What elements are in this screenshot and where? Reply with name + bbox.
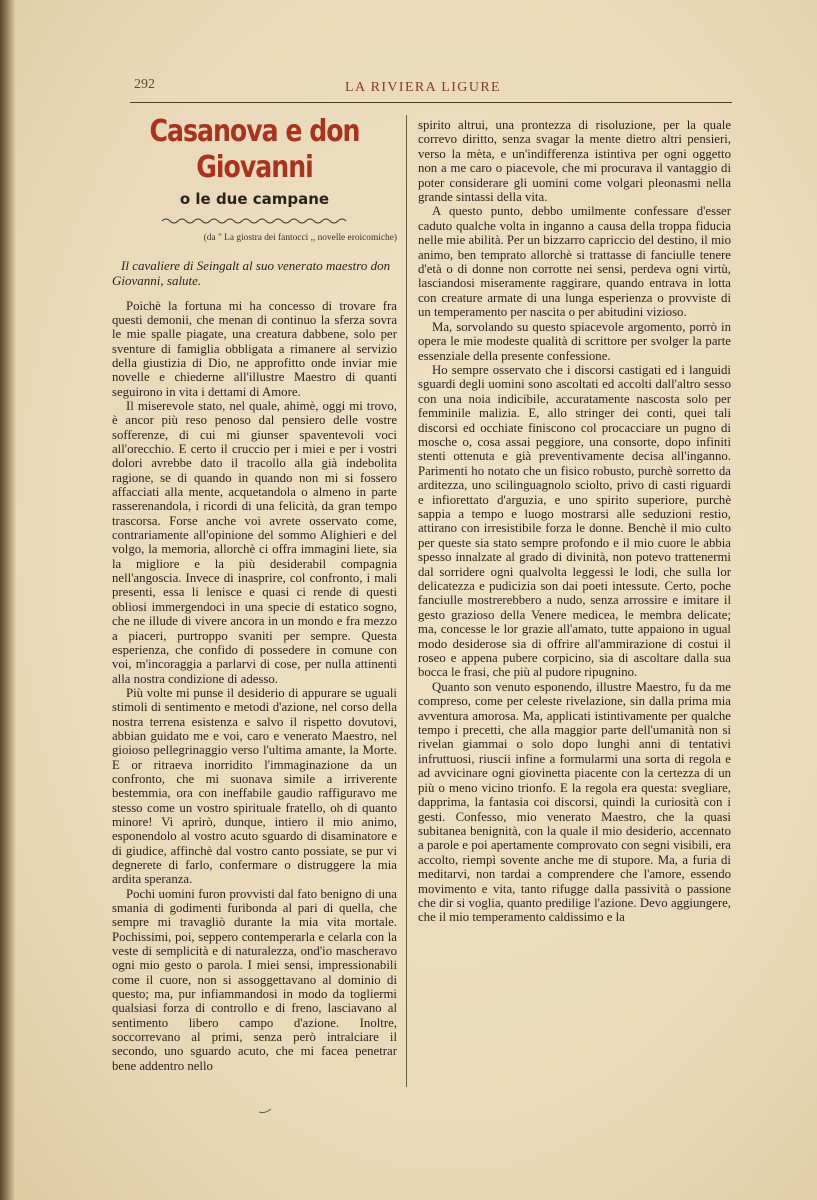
header-rule	[130, 102, 732, 103]
article-subtitle: o le due campane	[179, 190, 330, 208]
source-note: (da " La giostra dei fantocci ,, novelle eroicomiche)	[203, 233, 397, 243]
column-divider	[406, 115, 407, 1087]
left-column	[112, 114, 397, 1073]
right-column	[418, 118, 731, 925]
paragraph: Il miserevole stato, nel quale, ahimè, oggi mi trovo, è ancor più reso penoso dal pensiero delle vostre sofferenze, di cui mi giunser spaventevoli voci all'orecchio. E certo il cruccio per i miei e per i vostri dolori avrebbe dato il tracollo alla già indebolita ragione, se di quando in quando non mi si fossero affacciati alla mente, acquetandola o almeno in parte rasserenandola, i ricordi di una felicità, da gran tempo trascorsa. Forse anche voi avrete osservato come, contrariamente all'opinione del sommo Alighieri e del volgo, la memoria, allorchè ci offra immagini liete, sia la migliore e la più desiderabil compagnia nell'angoscia. Invece di inasprire, col confronto, i mali presenti, essa li lenisce e quasi ci rende di questi obliosi immergendoci in una specie di estatico sogno, che ne illude di vivere ancora in un mondo e fra mezzo a piaceri, purtroppo svaniti per sempre. Questa esperienza, che confido di possedere in comune con voi, m'incoraggia a parlarvi di cose, per nulla attinenti alla nostra condizione di adesso.	[112, 399, 397, 686]
printer-mark-icon	[258, 1108, 272, 1114]
paragraph: Più volte mi punse il desiderio di appurare se uguali stimoli di sentimento e metodi d'azione, nel corso della nostra terrena esistenza e salvo il rispetto dovutovi, abbian guidato me e voi, caro e venerato Maestro, nel gioioso pellegrinaggio verso l'ultima amante, la Morte. E or ritraeva inorridito l'immaginazione da un confronto, che mi suonava simile a irriverente bestemmia, ora con ineffabile gaudio raffiguravo me stesso come un vostro spirituale fratello, oh di quanto minore! Vi aprirò, dunque, intiero il mio animo, esponendolo al vostro acuto sguardo di disaminatore e di giudice, affinchè dal vostro canto possiate, se pur vi degnerete di farlo, confermare o distruggere la mia ardita speranza.	[112, 685, 397, 887]
running-title: LA RIVIERA LIGURE	[345, 80, 502, 95]
book-binding-edge	[0, 0, 16, 1200]
paragraph: Pochi uomini furon provvisti dal fato benigno di una smania di godimenti furibonda al pari di quella, che sempre mi travagliò durante la mia vita mortale. Pochissimi, poi, seppero contemperarla e celarla con la veste di semplicità e di naturalezza, ond'io mascheravo ogni mio gesto o parola. I miei sensi, impressionabili come il cuore, non si assoggettavano al dominio di questo; ma, pur infiammandosi in modo da togliermi qualsiasi forza di controllo e di freno, lasciavano al sentimento libero campo d'azione. Inoltre, soccorrevano al primi, senza però intralciare il secondo, uno sguardo acuto, che mi facea penetrar bene addentro nello	[112, 886, 397, 1073]
page-number: 292	[134, 77, 155, 92]
page-header	[130, 74, 730, 98]
paragraph-continuation: spirito altrui, una prontezza di risoluzione, per la quale correvo diritto, senza svagar la mente dietro altri pensieri, verso la mèta, e un'indifferenza istintiva per ogni oggetto non a me caro o piacevole, che mi procurava il vantaggio di poter considerare gli uomini come volgari pleonasmi nella grande sintassi della vita.	[418, 118, 731, 205]
paragraph: A questo punto, debbo umilmente confessare d'esser caduto qualche volta in inganno a causa della troppa fiducia nelle mie abilità. Per un bizzarro capriccio del destino, il mio animo, ben temprato allorchè si trattasse di fanciulle tenere d'età o di donne non corrotte nei sensi, perdeva ogni virtù, lasciandosi miseramente raggirare, quando entrava in lotta con creature armate di una lunga esperienza o provviste di un temperamento per nascita o per abitudini vizioso.	[418, 204, 731, 320]
wavy-ornament-icon	[160, 216, 350, 226]
paragraph: Ma, sorvolando su questo spiacevole argomento, porrò in opera le mie modeste qualità di scrittore per svolger la parte essenziale della presente confessione.	[418, 319, 731, 363]
paragraph: Quanto son venuto esponendo, illustre Maestro, fu da me compreso, come per celeste rivelazione, sin dalla prima mia avventura amorosa. Ma, applicati istintivamente per qualche tempo i precetti, che alla maggior parte dell'umanità non si rivelan giammai o solo dopo lunghi anni di tentativi infruttuosi, riuscii infine a formularmi una sorta di regola e ad avvicinare ogni giovinetta piacente con la certezza di un più o meno vicino trionfo. E la regola era questa: svegliare, dapprima, la fantasia coi discorsi, quindi la curiosità con i gesti. Confesso, mio venerato Maestro, che la quasi subitanea benignità, con la quale il mio desiderio, accennato a parole e poi apertamente comprovato con segni visibili, era accolto, riempì sovente anche me di stupore. Ma, a furia di meditarvi, non tardai a comprendere che l'amore, essendo movimento e vita, tanto rifugge dalla passività o passione che dir si voglia, quanto predilige l'azione. Devo aggiungere, che il mio temperamento caldissimo e la	[418, 679, 731, 925]
article-title: Casanova e don Giovanni	[149, 114, 360, 185]
left-column-text	[112, 299, 397, 1074]
paragraph: Ho sempre osservato che i discorsi castigati ed i languidi sguardi degli uomini sono ascoltati ed accolti dall'altro sesso con una noia indicibile, accuratamente nascosta solo per femminile malizia. E, allo stringer dei conti, quei tali discorsi ed occhiate finiscono col procacciare un pugno di mosche o, cosa assai peggiore, una consorte, dopo infiniti stenti ottenuta e già preventivamente decisa all'inganno. Parimenti ho notato che un fisico robusto, purchè sorretto da arditezza, uno scilinguagnolo sciolto, privo di casti riguardi e infiorettato d'arguzia, e uno spirito superiore, purchè sappia a tempo e luogo mostrarsi alle seduzioni restio, attirano con irresistibile forza le donne. Benchè il mio culto per queste sia stato sempre profondo e il mio cuore le abbia spesso innalzate al grado di divinità, non potevo trattenermi dal sorridere ogni qualvolta leggessi le lodi, che sulla lor delicatezza e pudicizia son dai poeti intessute. Certo, poche fanciulle mostrerebbero a nudo, senza arrossire e imitare il gesto grazioso della Venere medicea, le membra delicate; ma, concesse le lor grazie all'amato, tutte appaiono in ugual modo desiderose sia di offrire all'ammirazione di costui il roseo e appena pubere corpicino, sia di ascoltare dalla sua bocca le frasi, che più al pudore ripugnino.	[418, 362, 731, 680]
paragraph: Poichè la fortuna mi ha concesso di trovare fra questi demonii, che menan di continuo la sferza sovra le mie spalle piagate, una creatura dabbene, solo per sventure di famiglia obbligata a rimanere al servizio della giustizia di Dio, ne approfitto onde inviar mie novelle e chiederne all'illustre Maestro di quanti seguirono in vita i dettami di Amore.	[112, 298, 397, 399]
right-column-text	[418, 118, 731, 925]
salutation: Il cavaliere di Seingalt al suo venerato maestro don Giovanni, salute.	[112, 258, 391, 288]
